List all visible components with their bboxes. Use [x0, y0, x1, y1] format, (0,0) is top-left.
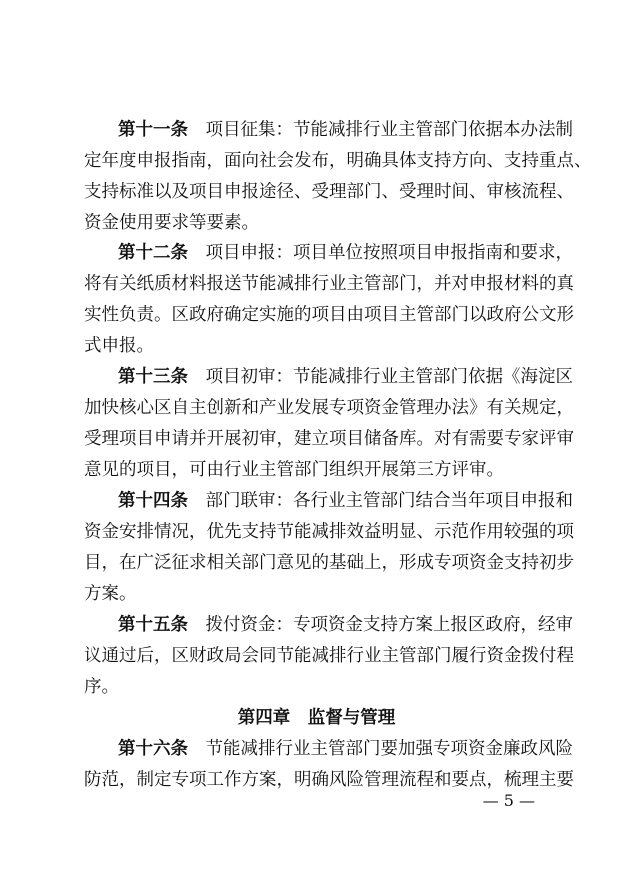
article-16-line-2: 防范，制定专项工作方案，明确风险管理流程和要点，梳理主要	[84, 770, 574, 790]
article-11-line-4: 资金使用要求等要素。	[84, 213, 259, 233]
article-12-line-3: 实性负责。区政府确定实施的项目由项目主管部门以政府公文形	[84, 305, 574, 325]
article-11-line-3: 支持标准以及项目申报途径、受理部门、受理时间、审核流程、	[84, 182, 574, 202]
article-14-label: 第十四条	[118, 491, 188, 511]
article-13-line-3: 受理项目申请并开展初审，建立项目储备库。对有需要专家评审	[84, 429, 574, 449]
article-13-line-2: 加快核心区自主创新和产业发展专项资金管理办法》有关规定，	[84, 398, 574, 418]
article-11-line-2: 定年度申报指南，面向社会发布，明确具体支持方向、支持重点、	[84, 151, 592, 171]
article-14-line-4: 方案。	[84, 584, 137, 604]
article-13-label: 第十三条	[118, 367, 188, 387]
article-15-line-2: 议通过后，区财政局会同节能减排行业主管部门履行资金拨付程	[84, 646, 574, 666]
page-number: — 5 —	[482, 791, 535, 810]
article-14-line-1: 第十四条 部门联审：各行业主管部门结合当年项目申报和	[118, 491, 573, 511]
article-15-label: 第十五条	[118, 615, 188, 635]
article-11-label: 第十一条	[118, 120, 188, 140]
article-15-line-3: 序。	[84, 677, 119, 697]
article-13-line-4: 意见的项目，可由行业主管部门组织开展第三方评审。	[84, 460, 504, 480]
article-14-line-3: 目，在广泛征求相关部门意见的基础上，形成专项资金支持初步	[84, 553, 574, 573]
chapter-title: 第四章 监督与管理	[237, 708, 396, 728]
article-15-line-1: 第十五条 拨付资金：专项资金支持方案上报区政府，经审	[118, 615, 573, 635]
article-14-line-2: 资金安排情况，优先支持节能减排效益明显、示范作用较强的项	[84, 522, 574, 542]
article-12-line-4: 式申报。	[84, 336, 154, 356]
article-16-line-1: 第十六条 节能减排行业主管部门要加强专项资金廉政风险	[118, 739, 573, 759]
article-12-label: 第十二条	[118, 243, 188, 263]
article-11-line-1: 第十一条 项目征集：节能减排行业主管部门依据本办法制	[118, 120, 573, 140]
article-16-label: 第十六条	[118, 739, 188, 759]
article-13-line-1: 第十三条 项目初审：节能减排行业主管部门依据《海淀区	[118, 367, 573, 387]
article-12-line-2: 将有关纸质材料报送节能减排行业主管部门，并对申报材料的真	[84, 274, 574, 294]
article-12-line-1: 第十二条 项目申报：项目单位按照项目申报指南和要求，	[118, 243, 573, 263]
